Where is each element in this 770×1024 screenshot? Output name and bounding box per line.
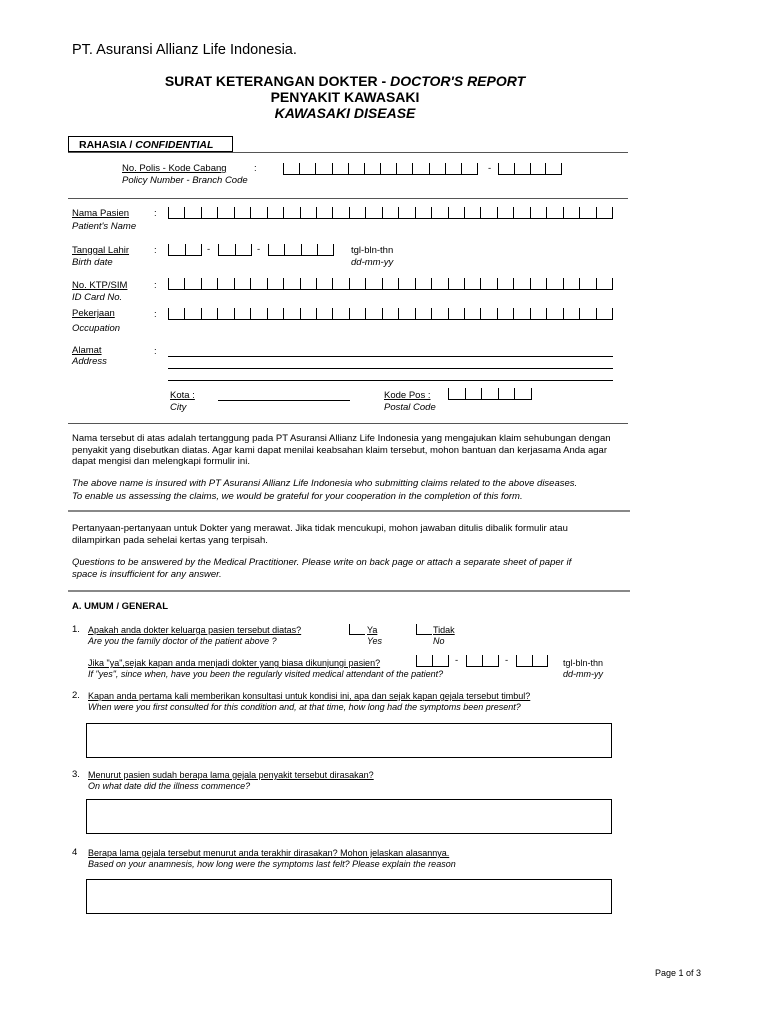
- box-tick: [218, 244, 219, 255]
- box-tick: [612, 308, 613, 319]
- birth-date-format: tgl-bln-thn: [351, 245, 394, 256]
- box-tick: [513, 278, 514, 289]
- q2-text-en: When were you first consulted for this condition and, at that time, how long had the symptoms been present?: [88, 702, 521, 712]
- q1-yes-checkbox[interactable]: [349, 624, 365, 635]
- q1-year-field[interactable]: [516, 655, 548, 667]
- box-tick: [429, 163, 430, 174]
- policy-dash: -: [488, 163, 492, 174]
- box-tick: [250, 278, 251, 289]
- box-tick: [382, 278, 383, 289]
- box-tick: [448, 207, 449, 218]
- dash: -: [207, 244, 211, 255]
- box-tick: [267, 207, 268, 218]
- city-label: Kota :: [170, 390, 195, 401]
- intro-text-en-1: The above name is insured with PT Asuransi Allianz Life Indonesia who submitting claims related to the above diseases.: [72, 478, 578, 489]
- q3-answer-box[interactable]: [86, 799, 612, 834]
- id-card-label-en: ID Card No.: [72, 292, 123, 303]
- box-tick: [299, 163, 300, 174]
- box-tick: [201, 278, 202, 289]
- box-tick: [532, 655, 533, 666]
- report-title-line3: KAWASAKI DISEASE: [274, 105, 416, 121]
- q4-text: Berapa lama gejala tersebut menurut anda terakhir dirasakan? Mohon jelaskan alasannya.: [88, 848, 450, 858]
- box-tick: [365, 278, 366, 289]
- box-tick: [465, 388, 466, 399]
- birth-date-label: Tanggal Lahir: [72, 245, 130, 256]
- q1-text-en: Are you the family doctor of the patient above ?: [88, 636, 277, 646]
- q2-number: 2.: [72, 690, 80, 701]
- box-tick: [531, 388, 532, 399]
- box-tick: [445, 163, 446, 174]
- branch-code-field[interactable]: [498, 163, 562, 175]
- box-tick: [398, 207, 399, 218]
- box-tick: [514, 388, 515, 399]
- q3-text-en: On what date did the illness commence?: [88, 781, 251, 791]
- box-tick: [283, 163, 284, 174]
- box-tick: [235, 244, 236, 255]
- box-tick: [185, 244, 186, 255]
- q1-yes-label-en: Yes: [367, 636, 383, 646]
- box-tick: [448, 388, 449, 399]
- box-tick: [398, 308, 399, 319]
- box-tick: [464, 308, 465, 319]
- q1-date-format-en: dd-mm-yy: [563, 669, 603, 679]
- box-tick: [431, 308, 432, 319]
- box-tick: [546, 308, 547, 319]
- box-tick: [268, 244, 269, 255]
- box-tick: [497, 308, 498, 319]
- confidential-label: RAHASIA / CONFIDENTIAL: [68, 136, 233, 152]
- q2-answer-box[interactable]: [86, 723, 612, 758]
- patient-name-label: Nama Pasien: [72, 208, 130, 219]
- box-tick: [349, 278, 350, 289]
- box-tick: [250, 207, 251, 218]
- q4-text-en: Based on your anamnesis, how long were the symptoms last felt? Please explain the reason: [88, 859, 456, 869]
- q1-day-field[interactable]: [416, 655, 449, 667]
- box-tick: [563, 207, 564, 218]
- box-tick: [267, 278, 268, 289]
- dash: -: [257, 244, 261, 255]
- box-tick: [579, 278, 580, 289]
- box-tick: [396, 163, 397, 174]
- occupation-field[interactable]: [168, 308, 613, 320]
- box-tick: [431, 278, 432, 289]
- box-tick: [251, 244, 252, 255]
- box-tick: [612, 207, 613, 218]
- box-tick: [480, 308, 481, 319]
- patient-name-label-en: Patient's Name: [72, 221, 137, 232]
- box-tick: [348, 163, 349, 174]
- address-line-1[interactable]: [168, 356, 613, 357]
- box-tick: [448, 308, 449, 319]
- postal-code-label: Kode Pos :: [384, 390, 431, 401]
- box-tick: [333, 244, 334, 255]
- box-tick: [415, 207, 416, 218]
- dash: -: [455, 655, 459, 666]
- box-tick: [365, 308, 366, 319]
- birth-day-field[interactable]: [168, 244, 202, 256]
- box-tick: [415, 308, 416, 319]
- box-tick: [184, 207, 185, 218]
- q1-text: Apakah anda dokter keluarga pasien tersebut diatas?: [88, 625, 302, 635]
- box-tick: [530, 163, 531, 174]
- colon: :: [154, 208, 157, 219]
- colon: :: [154, 346, 157, 357]
- box-tick: [545, 163, 546, 174]
- questions-intro-en: Questions to be answered by the Medical Practitioner. Please write on back page or attach a separate sheet of paper if space is insufficient for any answer.: [72, 557, 572, 580]
- q1-month-field[interactable]: [466, 655, 499, 667]
- q1-number: 1.: [72, 624, 80, 635]
- box-tick: [332, 278, 333, 289]
- birth-date-format-en: dd-mm-yy: [351, 257, 394, 268]
- box-tick: [596, 308, 597, 319]
- birth-year-field[interactable]: [268, 244, 334, 256]
- colon: :: [154, 280, 157, 291]
- box-tick: [579, 207, 580, 218]
- box-tick: [415, 278, 416, 289]
- box-tick: [234, 207, 235, 218]
- box-tick: [448, 278, 449, 289]
- box-tick: [432, 655, 433, 666]
- box-tick: [466, 655, 467, 666]
- box-tick: [464, 207, 465, 218]
- box-tick: [412, 163, 413, 174]
- policy-colon: :: [254, 163, 257, 174]
- box-tick: [398, 278, 399, 289]
- box-tick: [516, 655, 517, 666]
- box-tick: [283, 207, 284, 218]
- box-tick: [316, 278, 317, 289]
- box-tick: [332, 163, 333, 174]
- box-tick: [530, 278, 531, 289]
- box-tick: [234, 308, 235, 319]
- box-tick: [612, 278, 613, 289]
- q4-number: 4: [72, 847, 78, 858]
- q3-number: 3.: [72, 769, 80, 780]
- box-tick: [168, 308, 169, 319]
- box-tick: [283, 308, 284, 319]
- questions-divider: [68, 590, 630, 592]
- box-tick: [497, 278, 498, 289]
- policy-number-field[interactable]: [283, 163, 478, 175]
- box-tick: [315, 163, 316, 174]
- box-tick: [168, 207, 169, 218]
- q1-no-label-en: No: [433, 636, 445, 646]
- box-tick: [477, 163, 478, 174]
- box-tick: [349, 308, 350, 319]
- box-tick: [563, 308, 564, 319]
- report-title-line2: PENYAKIT KAWASAKI: [270, 89, 420, 105]
- city-field[interactable]: [218, 400, 350, 401]
- box-tick: [168, 244, 169, 255]
- box-tick: [596, 207, 597, 218]
- postal-code-field[interactable]: [448, 388, 532, 400]
- page-number: Page 1 of 3: [655, 968, 702, 978]
- box-tick: [546, 207, 547, 218]
- box-tick: [579, 308, 580, 319]
- box-tick: [382, 207, 383, 218]
- q1-sub-text: Jika "ya",sejak kapan anda menjadi dokter yang biasa dikunjungi pasien?: [88, 658, 381, 668]
- header-divider: [68, 152, 628, 153]
- box-tick: [283, 278, 284, 289]
- box-tick: [217, 278, 218, 289]
- box-tick: [168, 278, 169, 289]
- box-tick: [481, 388, 482, 399]
- box-tick: [563, 278, 564, 289]
- address-line-3[interactable]: [168, 380, 613, 381]
- policy-divider: [68, 198, 628, 199]
- patient-name-field[interactable]: [168, 207, 613, 219]
- box-tick: [514, 163, 515, 174]
- policy-label: No. Polis - Kode Cabang: [122, 163, 227, 174]
- box-tick: [546, 278, 547, 289]
- box-tick: [513, 308, 514, 319]
- box-tick: [217, 207, 218, 218]
- box-tick: [201, 308, 202, 319]
- address-line-2[interactable]: [168, 368, 613, 369]
- box-tick: [332, 207, 333, 218]
- section-a-heading: A. UMUM / GENERAL: [72, 601, 169, 612]
- box-tick: [184, 278, 185, 289]
- box-tick: [431, 207, 432, 218]
- box-tick: [300, 207, 301, 218]
- box-tick: [498, 163, 499, 174]
- q3-text: Menurut pasien sudah berapa lama gejala penyakit tersebut dirasakan?: [88, 770, 374, 780]
- q1-no-checkbox[interactable]: [416, 624, 432, 635]
- intro-text: Nama tersebut di atas adalah tertanggung pada PT Asuransi Allianz Life Indonesia yang mengajukan klaim sehubungan dengan penyakit yang disebutkan diatas. Agar kami dapat menilai keabsahan klaim tersebut, mohon bantuan dan kerjasama Anda agar dapat mengisi dan melengkapi formulir ini.: [72, 433, 611, 467]
- box-tick: [332, 308, 333, 319]
- box-tick: [482, 655, 483, 666]
- box-tick: [201, 207, 202, 218]
- colon: :: [154, 245, 157, 256]
- id-card-label: No. KTP/SIM: [72, 280, 128, 291]
- box-tick: [382, 308, 383, 319]
- box-tick: [547, 655, 548, 666]
- id-card-field[interactable]: [168, 278, 613, 290]
- box-tick: [201, 244, 202, 255]
- box-tick: [596, 278, 597, 289]
- box-tick: [250, 308, 251, 319]
- birth-month-field[interactable]: [218, 244, 252, 256]
- box-tick: [497, 207, 498, 218]
- box-tick: [184, 308, 185, 319]
- q1-no-label: Tidak: [433, 625, 455, 635]
- box-tick: [284, 244, 285, 255]
- box-tick: [316, 207, 317, 218]
- policy-label-en: Policy Number - Branch Code: [122, 175, 248, 186]
- report-title-line1: SURAT KETERANGAN DOKTER - DOCTOR'S REPORT: [164, 73, 526, 89]
- q1-yes-label: Ya: [367, 625, 378, 635]
- box-tick: [317, 244, 318, 255]
- occupation-label-en: Occupation: [72, 323, 121, 334]
- intro-divider: [68, 510, 630, 512]
- box-tick: [448, 655, 449, 666]
- box-tick: [300, 308, 301, 319]
- box-tick: [267, 308, 268, 319]
- birth-date-label-en: Birth date: [72, 257, 113, 268]
- q2-text: Kapan anda pertama kali memberikan konsultasi untuk kondisi ini, apa dan sejak kapan gejala tersebut timbul?: [88, 691, 531, 701]
- box-tick: [316, 308, 317, 319]
- box-tick: [513, 207, 514, 218]
- colon: :: [154, 309, 157, 320]
- address-label: Alamat: [72, 345, 102, 356]
- address-label-en: Address: [72, 356, 107, 367]
- company-name: PT. Asuransi Allianz Life Indonesia.: [72, 42, 297, 58]
- dash: -: [505, 655, 509, 666]
- box-tick: [530, 207, 531, 218]
- box-tick: [234, 278, 235, 289]
- box-tick: [301, 244, 302, 255]
- box-tick: [364, 163, 365, 174]
- q4-answer-box[interactable]: [86, 879, 612, 914]
- q1-sub-text-en: If "yes", since when, have you been the regularly visited medical attendant of the patient?: [88, 669, 444, 679]
- box-tick: [530, 308, 531, 319]
- box-tick: [464, 278, 465, 289]
- box-tick: [498, 388, 499, 399]
- box-tick: [561, 163, 562, 174]
- intro-text-en-2: To enable us assessing the claims, we would be grateful for your cooperation in the completion of this form.: [72, 491, 523, 502]
- box-tick: [416, 655, 417, 666]
- postal-code-label-en: Postal Code: [384, 402, 436, 413]
- occupation-label: Pekerjaan: [72, 308, 115, 319]
- box-tick: [480, 278, 481, 289]
- box-tick: [480, 207, 481, 218]
- box-tick: [380, 163, 381, 174]
- box-tick: [300, 278, 301, 289]
- box-tick: [217, 308, 218, 319]
- box-tick: [498, 655, 499, 666]
- questions-intro: Pertanyaan-pertanyaan untuk Dokter yang merawat. Jika tidak mencukupi, mohon jawaban ditulis dibalik formulir atau dilampirkan pada sehelai kertas yang terpisah.: [72, 523, 568, 546]
- box-tick: [365, 207, 366, 218]
- q1-date-format: tgl-bln-thn: [563, 658, 604, 668]
- box-tick: [349, 207, 350, 218]
- box-tick: [461, 163, 462, 174]
- city-label-en: City: [170, 402, 187, 413]
- address-divider: [68, 423, 628, 424]
